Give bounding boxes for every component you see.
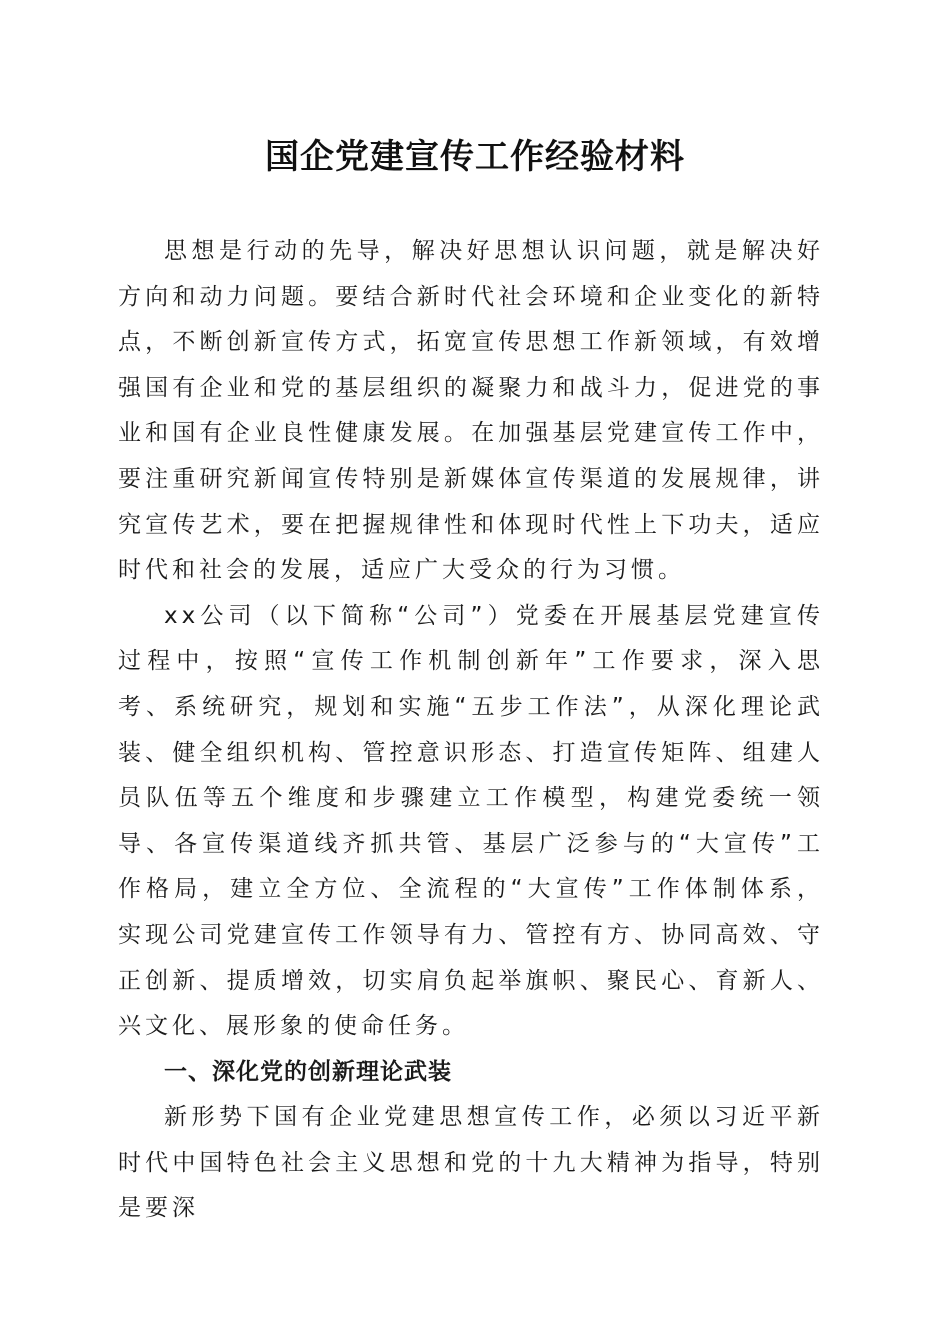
paragraph-company: xx公司（以下简称“公司”）党委在开展基层党建宣传过程中，按照“宣传工作机制创新年”工作要求，深入思考、系统研究，规划和实施“五步工作法”，从深化理论武装、健全组织机构、管控意识形态、打造宣传矩阵、组建人员队伍等五个维度和步骤建立工作模型，构建党委统一领导、各宣传渠道线齐抓共管、基层广泛参与的“大宣传”工作格局，建立全方位、全流程的“大宣传”工作体制体系，实现公司党建宣传工作领导有力、管控有方、协同高效、守正创新、提质增效，切实肩负起举旗帜、聚民心、育新人、兴文化、展形象的使命任务。 (118, 602, 824, 1040)
paragraph-section-one: 新形势下国有企业党建思想宣传工作，必须以习近平新时代中国特色社会主义思想和党的十九大精神为指导，特别是要深 (118, 1104, 824, 1222)
paragraph-intro: 思想是行动的先导，解决好思想认识问题，就是解决好方向和动力问题。要结合新时代社会环境和企业变化的新特点，不断创新宣传方式，拓宽宣传思想工作新领域，有效增强国有企业和党的基层组织的凝聚力和战斗力，促进党的事业和国有企业良性健康发展。在加强基层党建宣传工作中，要注重研究新闻宣传特别是新媒体宣传渠道的发展规律，讲究宣传艺术，要在把握规律性和体现时代性上下功夫，适应时代和社会的发展，适应广大受众的行为习惯。 (118, 238, 824, 584)
section-heading: 一、深化党的创新理论武装 (164, 1058, 452, 1085)
document-title: 国企党建宣传工作经验材料 (265, 137, 685, 177)
document-body (118, 229, 824, 1232)
